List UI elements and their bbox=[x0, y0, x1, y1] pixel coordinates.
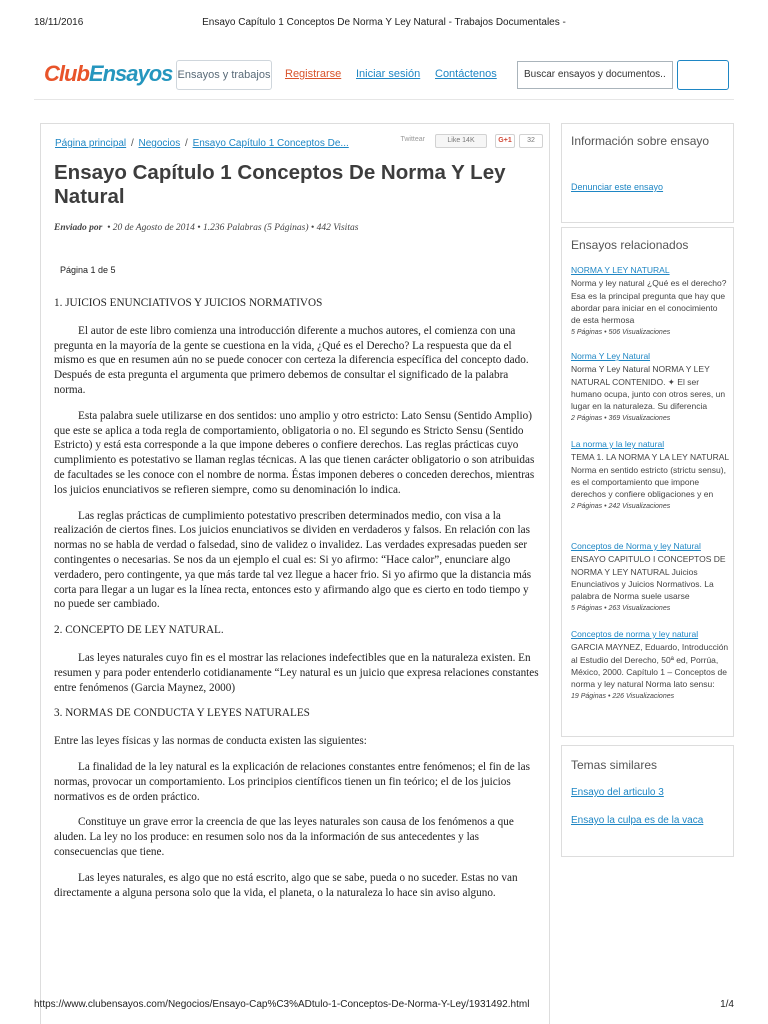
search-input[interactable]: Buscar ensayos y documentos.. bbox=[517, 61, 673, 89]
related-item bbox=[571, 264, 729, 340]
tweet-button[interactable]: Twittear bbox=[400, 136, 425, 143]
paragraph: Esta palabra suele utilizarse en dos sentidos: uno amplio y otro estricto: Lato Sensu (Sentido Amplio) que este se aplica a toda regla de comportamiento, obligatoria o no. El segundo es Stricto Sensu (Sentido Estricto) y está esta corresponde a la que impone deberes o confiere derechos. Las reglas prácticas cuyo cumplimiento es potestativo se llaman reglas técnicas. A las que tienen carácter obligatorio o son atribuidas de facultades se les conoce con el nombre de norma. Éstas imponen deberes o conceden derechos, mientras los juicios enunciativos se refieren siempre, como su denominación lo indica. bbox=[54, 409, 535, 496]
print-page-number: 1/4 bbox=[720, 999, 734, 1010]
print-url: https://www.clubensayos.com/Negocios/Ensayo-Cap%C3%ADtulo-1-Conceptos-De-Norma-Y-Ley/1931492.html bbox=[34, 999, 530, 1010]
share-count: 32 bbox=[519, 134, 543, 148]
related-item-meta: 5 Páginas • 263 Visualizaciones bbox=[571, 605, 671, 613]
nav-essays-button[interactable]: Ensayos y trabajos bbox=[176, 60, 272, 90]
related-item bbox=[571, 540, 729, 616]
related-essays-box bbox=[561, 227, 734, 737]
document-title: Ensayo Capítulo 1 Conceptos De Norma Y Ley Natural bbox=[54, 161, 506, 208]
nav-contact-link[interactable]: Contáctenos bbox=[435, 68, 497, 80]
print-date: 18/11/2016 bbox=[34, 17, 84, 28]
paragraph: Constituye un grave error la creencia de que las leyes naturales son causa de los fenómenos a que aluden. La ley no los produce: en resumen solo nos da la información de sus antecedentes y las consecuencias que tiene. bbox=[54, 816, 514, 858]
similar-topic-link[interactable]: Ensayo la culpa es de la vaca bbox=[571, 815, 704, 826]
related-item-title[interactable]: Conceptos de norma y ley natural bbox=[571, 629, 699, 639]
breadcrumb-category[interactable]: Negocios bbox=[138, 138, 181, 149]
related-item-title[interactable]: Norma Y Ley Natural bbox=[571, 351, 651, 361]
breadcrumb-home[interactable]: Página principal bbox=[55, 138, 127, 149]
paragraph: Las reglas prácticas de cumplimiento potestativo prescriben determinados medio, con visa a la realización de ciertos fines. Los juicios enunciativos se dividen en verdaderos y falsos. En relación con las normas no se habla de verdad o falsedad, sino de validez o invalidez. Las verdades expresadas pueden ser contingentes o necesarias. Se nos da un ejemplo el cual es: Si yo afirmo: “Hace calor”, enunciare algo verdadero, pero contingente, ya que más tarde tal vez llegue a hacer frio. Si yo afirmo que la distancia más corta para llegar a un lugar es la línea recta, entonces esto y afirmando algo que es cierto en todo tiempo y no puede ser cambiado. bbox=[54, 509, 532, 611]
report-essay-link[interactable]: Denunciar este ensayo bbox=[571, 182, 664, 192]
section-heading: 1. JUICIOS ENUNCIATIVOS Y JUICIOS NORMATIVOS bbox=[54, 297, 323, 309]
site-logo[interactable] bbox=[44, 61, 172, 87]
paragraph: El autor de este libro comienza una introducción diferente a muchos autores, el comienza con una pregunta en la mayoría de la gente se cuestiona en la vida, ¿Qué es el Derecho? La respuesta que da el mismo es que en resumen aún no se puede conocer con certeza la diferencia específica del concepto dado. Después de esta pregunta el argumenta que primero debemos de consultar el significado de la palabra norma. bbox=[54, 324, 529, 396]
essay-info-heading: Información sobre ensayo bbox=[571, 134, 710, 148]
related-item-excerpt: TEMA 1. LA NORMA Y LA LEY NATURAL Norma en sentido estricto (strictu sensu), es el comportamiento que impone derechos y confiere obligaciones y en bbox=[571, 452, 729, 500]
related-item-meta: 2 Páginas • 369 Visualizaciones bbox=[571, 415, 671, 423]
nav-register-link[interactable]: Registrarse bbox=[285, 68, 342, 80]
print-title: Ensayo Capítulo 1 Conceptos De Norma Y Ley Natural - Trabajos Documentales - bbox=[202, 17, 566, 28]
paragraph: Las leyes naturales cuyo fin es el mostrar las relaciones indefectibles que en la naturaleza existen. En resumen y para poder entenderlo cotidianamente “Ley natural es un juicio que expresa relaciones constantes entre fenómenos (Garcia Maynez, 2000) bbox=[54, 651, 539, 694]
related-item-excerpt: ENSAYO CAPITULO I CONCEPTOS DE NORMA Y LEY NATURAL Juicios Enunciativos y Juicios Normativos. La palabra de Norma suele usarse bbox=[571, 554, 726, 602]
document-meta bbox=[54, 223, 358, 233]
paragraph: Entre las leyes físicas y las normas de conducta existen las siguientes: bbox=[54, 735, 367, 748]
breadcrumb bbox=[55, 138, 349, 149]
page-indicator: Página 1 de 5 bbox=[60, 265, 116, 275]
search-button[interactable] bbox=[677, 60, 729, 90]
similar-topics-box bbox=[561, 745, 734, 857]
related-item-meta: 5 Páginas • 506 Visualizaciones bbox=[571, 329, 671, 337]
related-item-title[interactable]: Conceptos de Norma y ley Natural bbox=[571, 541, 701, 551]
like-button[interactable]: Like 14K bbox=[435, 134, 487, 148]
breadcrumb-current[interactable]: Ensayo Capítulo 1 Conceptos De... bbox=[192, 138, 349, 149]
gplus-button[interactable]: G+1 bbox=[495, 134, 515, 148]
related-item bbox=[571, 438, 729, 514]
related-item-meta: 19 Páginas • 226 Visualizaciones bbox=[571, 693, 675, 701]
logo-ensayos: Ensayos bbox=[88, 61, 173, 86]
paragraph: La finalidad de la ley natural es la explicación de relaciones constantes entre fenómenos; el fin de las normas, provocar un comportamiento. Los principios científicos tienen un fin teórico; el de los juicios normativos es de orden práctico. bbox=[54, 760, 530, 803]
related-item-title[interactable]: NORMA Y LEY NATURAL bbox=[571, 265, 670, 275]
document-body bbox=[54, 296, 542, 911]
paragraph: Las leyes naturales, es algo que no está escrito, algo que se sabe, pueda o no suceder. Estas no van directamente a alguna persona solo que la vida, el planeta, o la naturaleza lo hace sin aviso alguno. bbox=[54, 871, 518, 899]
section-heading: 3. NORMAS DE CONDUCTA Y LEYES NATURALES bbox=[54, 707, 310, 720]
related-item-meta: 2 Páginas • 242 Visualizaciones bbox=[571, 503, 671, 511]
related-essays-heading: Ensayos relacionados bbox=[571, 238, 689, 252]
related-item-excerpt: Norma Y Ley Natural NORMA Y LEY NATURAL CONTENIDO. ✦ El ser humano ocupa, junto con otros seres, un lugar en la naturaleza. Su diferencia bbox=[571, 364, 726, 412]
related-item-title[interactable]: La norma y la ley natural bbox=[571, 439, 665, 449]
document-panel bbox=[40, 123, 550, 1024]
breadcrumb-separator: / bbox=[130, 138, 134, 149]
related-item bbox=[571, 628, 729, 704]
section-heading: 2. CONCEPTO DE LEY NATURAL. bbox=[54, 624, 224, 637]
meta-sent-by: Enviado por bbox=[54, 223, 103, 233]
related-item-excerpt: Norma y ley natural ¿Qué es el derecho? Esa es la principal pregunta que hay que abordar para iniciar en el conocimiento de esta hermosa bbox=[571, 278, 727, 326]
related-item-excerpt: GARCIA MAYNEZ, Eduardo, Introducción al Estudio del Derecho, 50ª ed, Porrúa, México, 2000. Capítulo 1 – Conceptos de norma y ley natural Norma lato sensu: bbox=[571, 642, 729, 690]
similar-topic-link[interactable]: Ensayo del articulo 3 bbox=[571, 787, 664, 798]
print-header bbox=[34, 17, 734, 31]
essay-info-box bbox=[561, 123, 734, 223]
logo-club: Club bbox=[44, 61, 89, 86]
breadcrumb-separator: / bbox=[185, 138, 188, 149]
nav-login-link[interactable]: Iniciar sesión bbox=[356, 68, 421, 80]
meta-details: • 20 de Agosto de 2014 • 1.236 Palabras (5 Páginas) • 442 Visitas bbox=[107, 223, 359, 233]
site-header bbox=[34, 50, 734, 100]
related-item bbox=[571, 350, 729, 426]
similar-topics-heading: Temas similares bbox=[571, 758, 658, 772]
print-footer bbox=[34, 999, 734, 1013]
